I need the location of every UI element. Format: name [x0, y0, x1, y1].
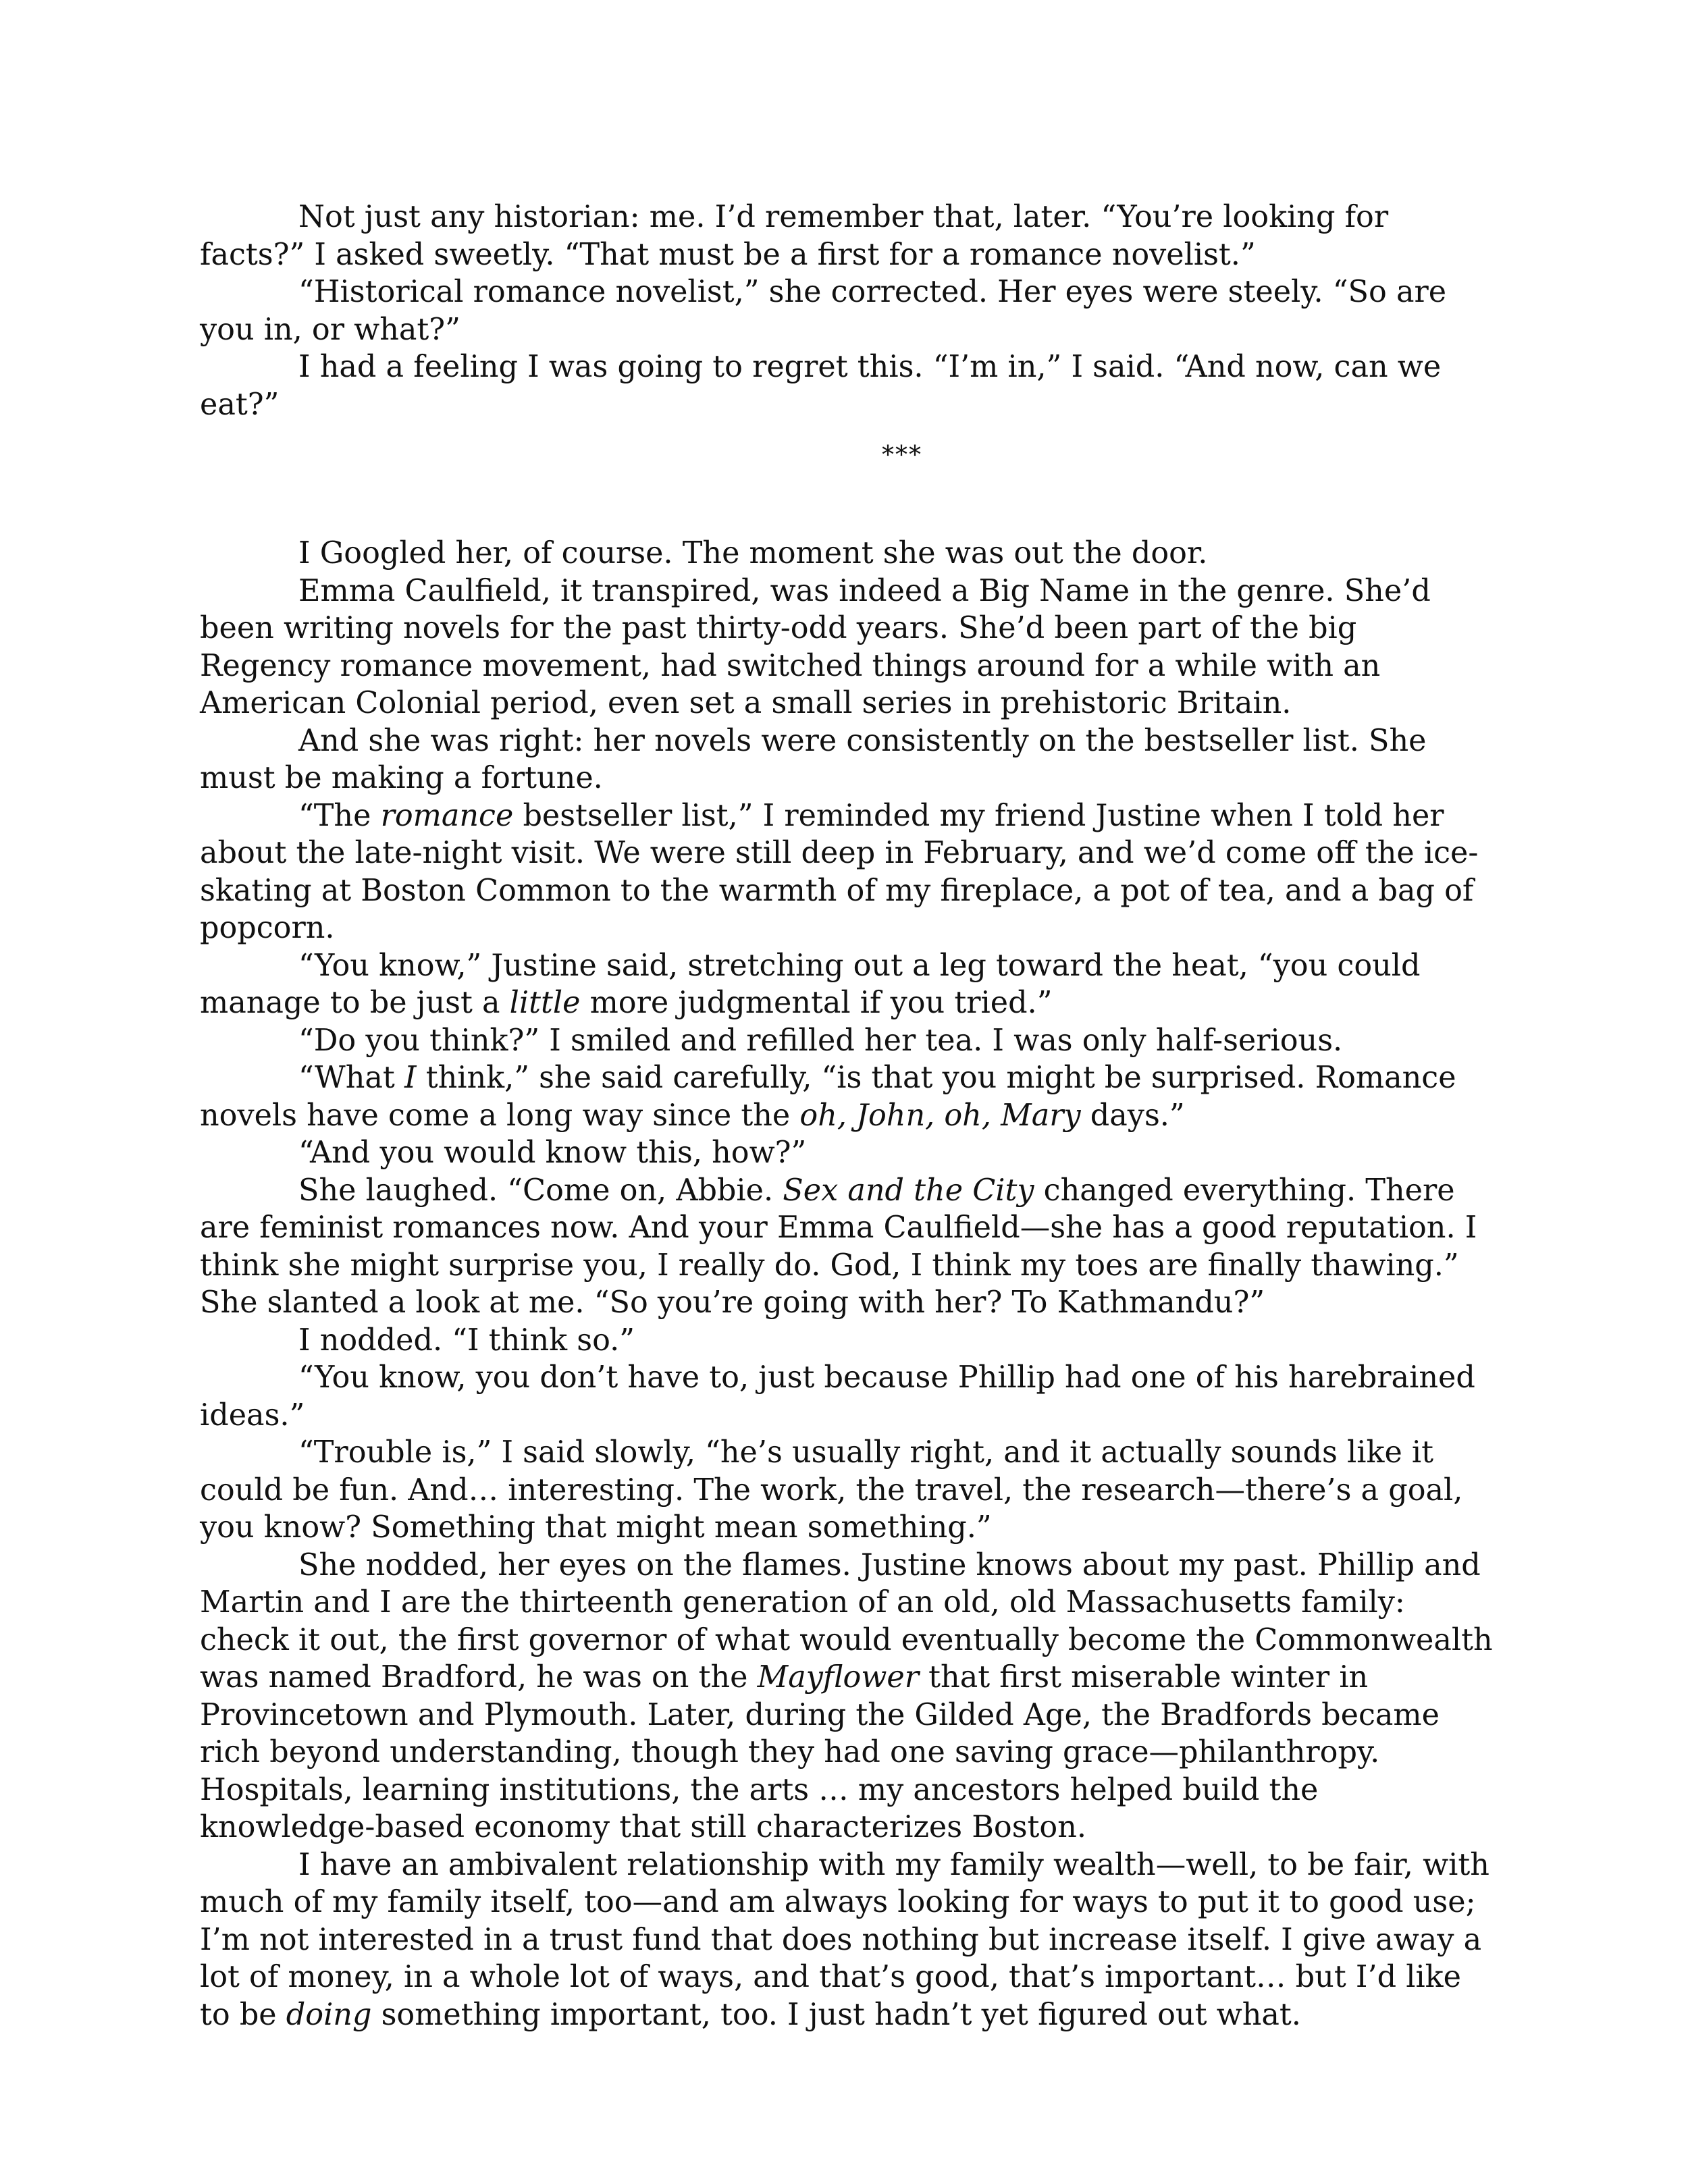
text-run: bestseller list,” I reminded my friend Justine when I told her about the late-night visit. We were still deep in February, and we’d come off the ice-skating at Boston Common to the warmth of my fireplace, a pot of tea, and a bag of popcorn.	[200, 798, 1479, 945]
italic-text: doing	[286, 1997, 372, 2032]
text-run: And she was right: her novels were consistently on the bestseller list. She must be making a fortune.	[200, 723, 1427, 795]
paragraph	[200, 1059, 1496, 1134]
text-run: that first miserable winter in Provincetown and Plymouth. Later, during the Gilded Age, the Bradfords became rich beyond understanding, though they had one saving grace—philanthropy. Hospitals, learning institutions, the arts … my ancestors helped build the knowledge-based economy that still characterizes Boston.	[200, 1660, 1440, 1844]
text-run: She laughed. “Come on, Abbie.	[298, 1173, 783, 1208]
italic-text: little	[509, 986, 581, 1020]
text-run: She nodded, her eyes on the flames. Justine knows about my past. Phillip and Martin and I are the thirteenth generation of an old, old Massachusetts family: check it out, the first governor of what would eventually become the Commonwealth was named Bradford, he was on the	[200, 1547, 1493, 1695]
scene-break: ***	[882, 442, 922, 469]
italic-text: Sex and the City	[783, 1173, 1034, 1208]
paragraph	[200, 535, 1496, 572]
paragraph	[200, 1359, 1496, 1434]
text-run: changed everything. There are feminist romances now. And your Emma Caulfield—she has a good reputation. I think she might surprise you, I really do. God, I think my toes are finally thawing.” She slanted a look at me. “So you’re going with her? To Kathmandu?”	[200, 1173, 1477, 1320]
paragraph	[200, 947, 1496, 1022]
paragraph	[200, 1846, 1496, 2034]
paragraph	[200, 797, 1496, 947]
paragraph	[200, 1547, 1496, 1846]
italic-text: I	[404, 1061, 417, 1095]
paragraph	[200, 198, 1496, 273]
text-run: something important, too. I just hadn’t yet figured out what.	[371, 1997, 1301, 2032]
text-run: “What	[298, 1061, 404, 1095]
italic-text: oh, John, oh, Mary	[799, 1098, 1081, 1133]
text-run: I had a feeling I was going to regret this. “I’m in,” I said. “And now, can we eat?”	[200, 350, 1442, 422]
italic-text: Mayflower	[757, 1660, 920, 1695]
paragraph	[200, 1322, 1496, 1360]
paragraph	[200, 1434, 1496, 1547]
text-run: “Do you think?” I smiled and refilled her tea. I was only half-serious.	[298, 1023, 1343, 1058]
text-run: “You know,” Justine said, stretching out a leg toward the heat, “you could manage to be just a	[200, 948, 1421, 1020]
text-run: days.”	[1080, 1098, 1185, 1133]
text-run: Not just any historian: me. I’d remember that, later. “You’re looking for facts?” I asked sweetly. “That must be a first for a romance novelist.”	[200, 200, 1389, 272]
text-run: “Trouble is,” I said slowly, “he’s usually right, and it actually sounds like it could be fun. And… interesting. The work, the travel, the research—there’s a goal, you know? Something that might mean something.”	[200, 1435, 1463, 1545]
text-block-top	[200, 198, 1496, 423]
italic-text: romance	[380, 798, 514, 833]
paragraph	[200, 1022, 1496, 1060]
paragraph	[200, 1134, 1496, 1172]
document-page	[200, 198, 1496, 2033]
text-run: “And you would know this, how?”	[298, 1136, 807, 1170]
text-run: more judgmental if you tried.”	[580, 986, 1053, 1020]
text-run: I nodded. “I think so.”	[298, 1323, 635, 1358]
text-run: “The	[298, 798, 381, 833]
paragraph	[200, 722, 1496, 797]
paragraph	[200, 572, 1496, 722]
text-run: think,” she said carefully, “is that you might be surprised. Romance novels have come a long way since the	[200, 1061, 1456, 1133]
text-run: Emma Caulfield, it transpired, was indeed a Big Name in the genre. She’d been writing novels for the past thirty-odd years. She’d been part of the big Regency romance movement, had switched things around for a while with an American Colonial period, even set a small series in prehistoric Britain.	[200, 573, 1431, 720]
text-run: “You know, you don’t have to, just because Phillip had one of his harebrained ideas.”	[200, 1360, 1475, 1433]
paragraph	[200, 348, 1496, 423]
paragraph	[200, 1172, 1496, 1322]
paragraph	[200, 273, 1496, 348]
text-run: I have an ambivalent relationship with my family wealth—well, to be fair, with much of my family itself, too—and am always looking for ways to put it to good use; I’m not interested in a trust fund that does nothing but increase itself. I give away a lot of money, in a whole lot of ways, and that’s good, that’s important… but I’d like to be	[200, 1847, 1489, 2032]
text-block-main	[200, 535, 1496, 2033]
text-run: “Historical romance novelist,” she corrected. Her eyes were steely. “So are you in, or what?”	[200, 275, 1447, 347]
text-run: I Googled her, of course. The moment she was out the door.	[298, 536, 1208, 570]
